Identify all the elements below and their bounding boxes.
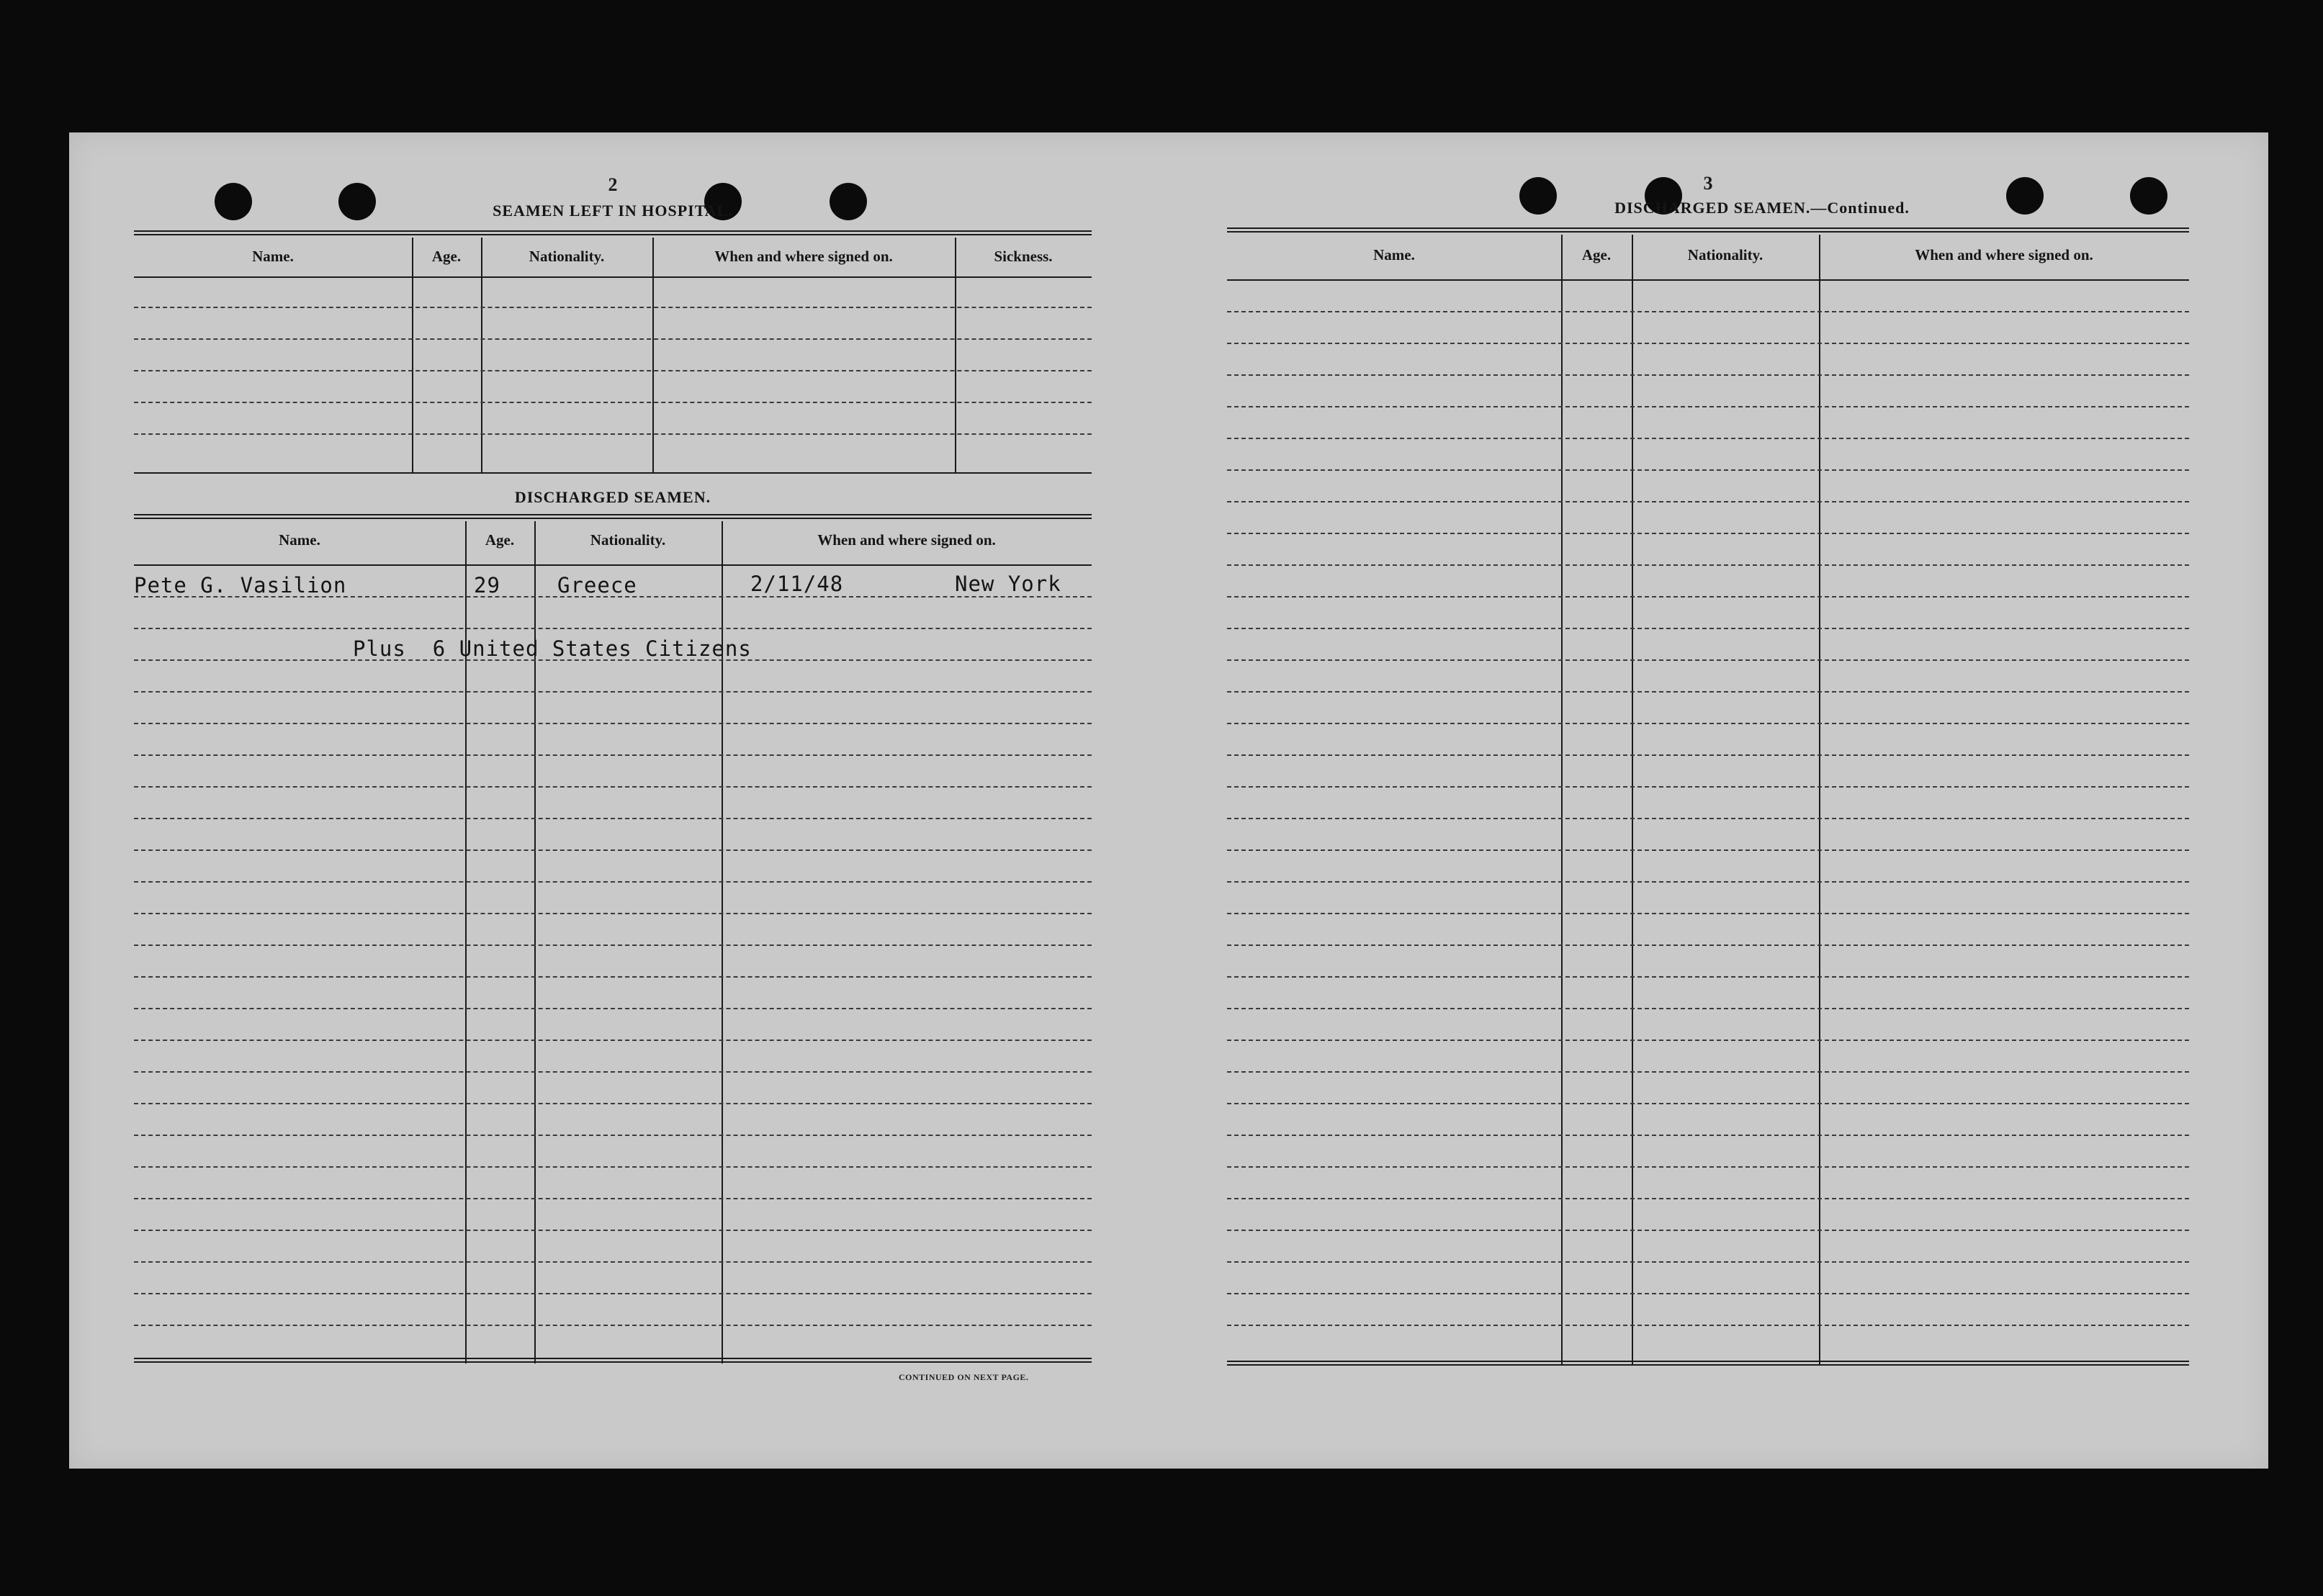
header-rule — [134, 276, 1092, 278]
entry-line — [134, 1166, 1092, 1168]
entry-line — [1227, 976, 2189, 978]
page-number: 3 — [1703, 173, 1713, 194]
table-bottom-rule — [134, 472, 1092, 474]
entry-line — [134, 849, 1092, 851]
entry-line — [134, 786, 1092, 788]
entry-line — [1227, 469, 2189, 471]
column-divider — [1632, 235, 1633, 1365]
column-divider — [481, 238, 482, 472]
entry-line — [1227, 311, 2189, 312]
entry-line — [134, 307, 1092, 308]
column-header-name: Name. — [252, 248, 294, 265]
header-rule — [134, 564, 1092, 566]
entry-line — [1227, 1325, 2189, 1326]
discharged-section-title: DISCHARGED SEAMEN. — [514, 488, 711, 506]
column-header-name: Name. — [279, 531, 320, 549]
signed-on-place: New York — [955, 572, 1061, 596]
entry-line — [1227, 723, 2189, 724]
column-divider — [955, 238, 956, 472]
entry-line — [1227, 1071, 2189, 1073]
header-rule — [1227, 279, 2189, 281]
table-top-rule — [134, 514, 1092, 519]
table-top-rule — [134, 230, 1092, 235]
entry-line — [1227, 786, 2189, 788]
entry-line — [1227, 944, 2189, 946]
seaman-nationality: Greece — [557, 573, 637, 598]
column-header-signed-on: When and where signed on. — [714, 248, 893, 265]
column-divider — [412, 238, 413, 472]
left-page — [134, 132, 1092, 1469]
table-bottom-rule — [1227, 1361, 2189, 1366]
entry-line — [1227, 596, 2189, 598]
signed-on-date: 2/11/48 — [750, 572, 844, 596]
entry-line — [1227, 818, 2189, 819]
entry-line — [134, 976, 1092, 978]
column-header-nationality: Nationality. — [1687, 246, 1763, 263]
column-header-age: Age. — [1581, 246, 1612, 263]
entry-line — [1227, 1230, 2189, 1231]
entry-line — [1227, 628, 2189, 629]
entry-line — [1227, 1166, 2189, 1168]
entry-line — [134, 433, 1092, 435]
column-divider — [652, 238, 654, 472]
entry-line — [1227, 1135, 2189, 1136]
table-top-rule — [1227, 227, 2189, 233]
entry-line — [134, 338, 1092, 340]
entry-line — [134, 1261, 1092, 1263]
entry-line — [1227, 1198, 2189, 1199]
seaman-name: Pete G. Vasilion — [134, 573, 347, 598]
column-header-age: Age. — [485, 531, 515, 549]
entry-line — [134, 723, 1092, 724]
column-header-nationality: Nationality. — [529, 248, 605, 265]
column-header-sickness: Sickness. — [994, 248, 1053, 265]
entry-line — [1227, 754, 2189, 756]
entry-line — [134, 691, 1092, 693]
entry-line — [1227, 374, 2189, 376]
entry-line — [134, 881, 1092, 883]
table-bottom-rule — [134, 1358, 1092, 1363]
entry-line — [134, 402, 1092, 403]
entry-line — [134, 754, 1092, 756]
seaman-age: 29 — [474, 573, 500, 598]
entry-line — [1227, 1103, 2189, 1104]
entry-line — [134, 944, 1092, 946]
column-header-name: Name. — [1373, 246, 1415, 263]
entry-line — [134, 818, 1092, 819]
entry-line — [1227, 533, 2189, 534]
entry-line — [134, 1135, 1092, 1136]
document-sheet — [69, 132, 2268, 1469]
column-divider — [1561, 235, 1563, 1365]
discharged-continued-title: DISCHARGED SEAMEN.—Continued. — [1614, 199, 1910, 217]
entry-line — [1227, 881, 2189, 883]
entry-line — [134, 1071, 1092, 1073]
entry-line — [134, 1008, 1092, 1009]
entry-line — [134, 1325, 1092, 1326]
entry-line — [1227, 501, 2189, 502]
entry-line — [1227, 659, 2189, 661]
right-page — [1227, 132, 2189, 1469]
entry-line — [134, 370, 1092, 371]
entry-line — [134, 1198, 1092, 1199]
entry-line — [134, 628, 1092, 629]
entry-line — [1227, 849, 2189, 851]
entry-line — [134, 1293, 1092, 1294]
entry-line — [1227, 913, 2189, 914]
entry-line — [1227, 691, 2189, 693]
continued-footer: CONTINUED ON NEXT PAGE. — [899, 1372, 1029, 1382]
entry-line — [1227, 1040, 2189, 1041]
column-header-signed-on: When and where signed on. — [1915, 246, 2093, 263]
entry-line — [134, 913, 1092, 914]
citizens-note: Plus 6 United States Citizens — [353, 636, 752, 661]
entry-line — [1227, 1261, 2189, 1263]
entry-line — [1227, 438, 2189, 439]
hospital-section-title: SEAMEN LEFT IN HOSPITAL. — [493, 202, 733, 220]
entry-line — [1227, 1293, 2189, 1294]
entry-line — [1227, 406, 2189, 407]
column-divider — [1819, 235, 1820, 1365]
entry-line — [134, 1040, 1092, 1041]
column-header-nationality: Nationality. — [590, 531, 666, 549]
entry-line — [134, 1230, 1092, 1231]
entry-line — [1227, 1008, 2189, 1009]
page-number: 2 — [608, 174, 618, 195]
column-header-age: Age. — [431, 248, 462, 265]
column-header-signed-on: When and where signed on. — [817, 531, 996, 549]
entry-line — [1227, 564, 2189, 566]
entry-line — [1227, 343, 2189, 344]
entry-line — [134, 1103, 1092, 1104]
